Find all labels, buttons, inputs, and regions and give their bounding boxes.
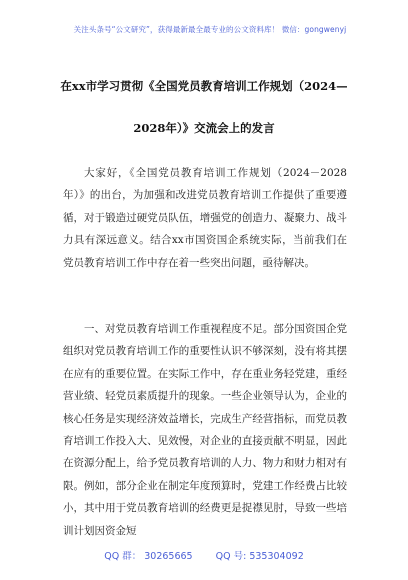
document-title-line-2: 2028年）》交流会上的发言 [133, 121, 275, 135]
paragraph-text: 一、对党员教育培训工作重视程度不足。部分国资国企党组织对党员教育培训工作的重要性认识不够深刻，没有将其摆在应有的重要位置。在实际工作中，存在重业务轻党建，重经营业绩、轻党员素质提升的现象。一些企业领导认为，企业的核心任务是实现经济效益增长，完成生产经营指标，而党员教育培训工作投入大、见效慢，对企业的直接贡献不明显，因此在资源分配上，给予党员教育培训的人力、物力和财力相对有限。例如，部分企业在制定年度预算时，党建工作经费占比较小，其中用于党员教育培训的经费更是捉襟见肘，导致一些培训计划因资金短 [63, 323, 347, 537]
body-paragraph-section-1 [63, 318, 347, 542]
footer-contact [0, 548, 408, 562]
document-title-line-1: 在xx市学习贯彻《全国党员教育培训工作规划（2024— [60, 79, 348, 93]
body-paragraph-intro [63, 162, 347, 274]
footer-qq-group: QQ 群： 30265665 [104, 551, 193, 562]
header-banner: 关注头条号“公文研究”，获得最新最全最专业的公文资料库！ 微信：gongwenyj [73, 25, 347, 34]
footer-qq-number: QQ 号: 535304092 [215, 551, 304, 562]
paragraph-text: 大家好，《全国党员教育培训工作规划（2024－2028年）》的出台，为加强和改进党员教育培训工作提供了重要遵循，对于锻造过硬党员队伍，增强党的创造力、凝聚力、战斗力具有深远意义。结合xx市国资国企系统实际，当前我们在党员教育培训工作中存在着一些突出问题，亟待解决。 [63, 167, 347, 269]
